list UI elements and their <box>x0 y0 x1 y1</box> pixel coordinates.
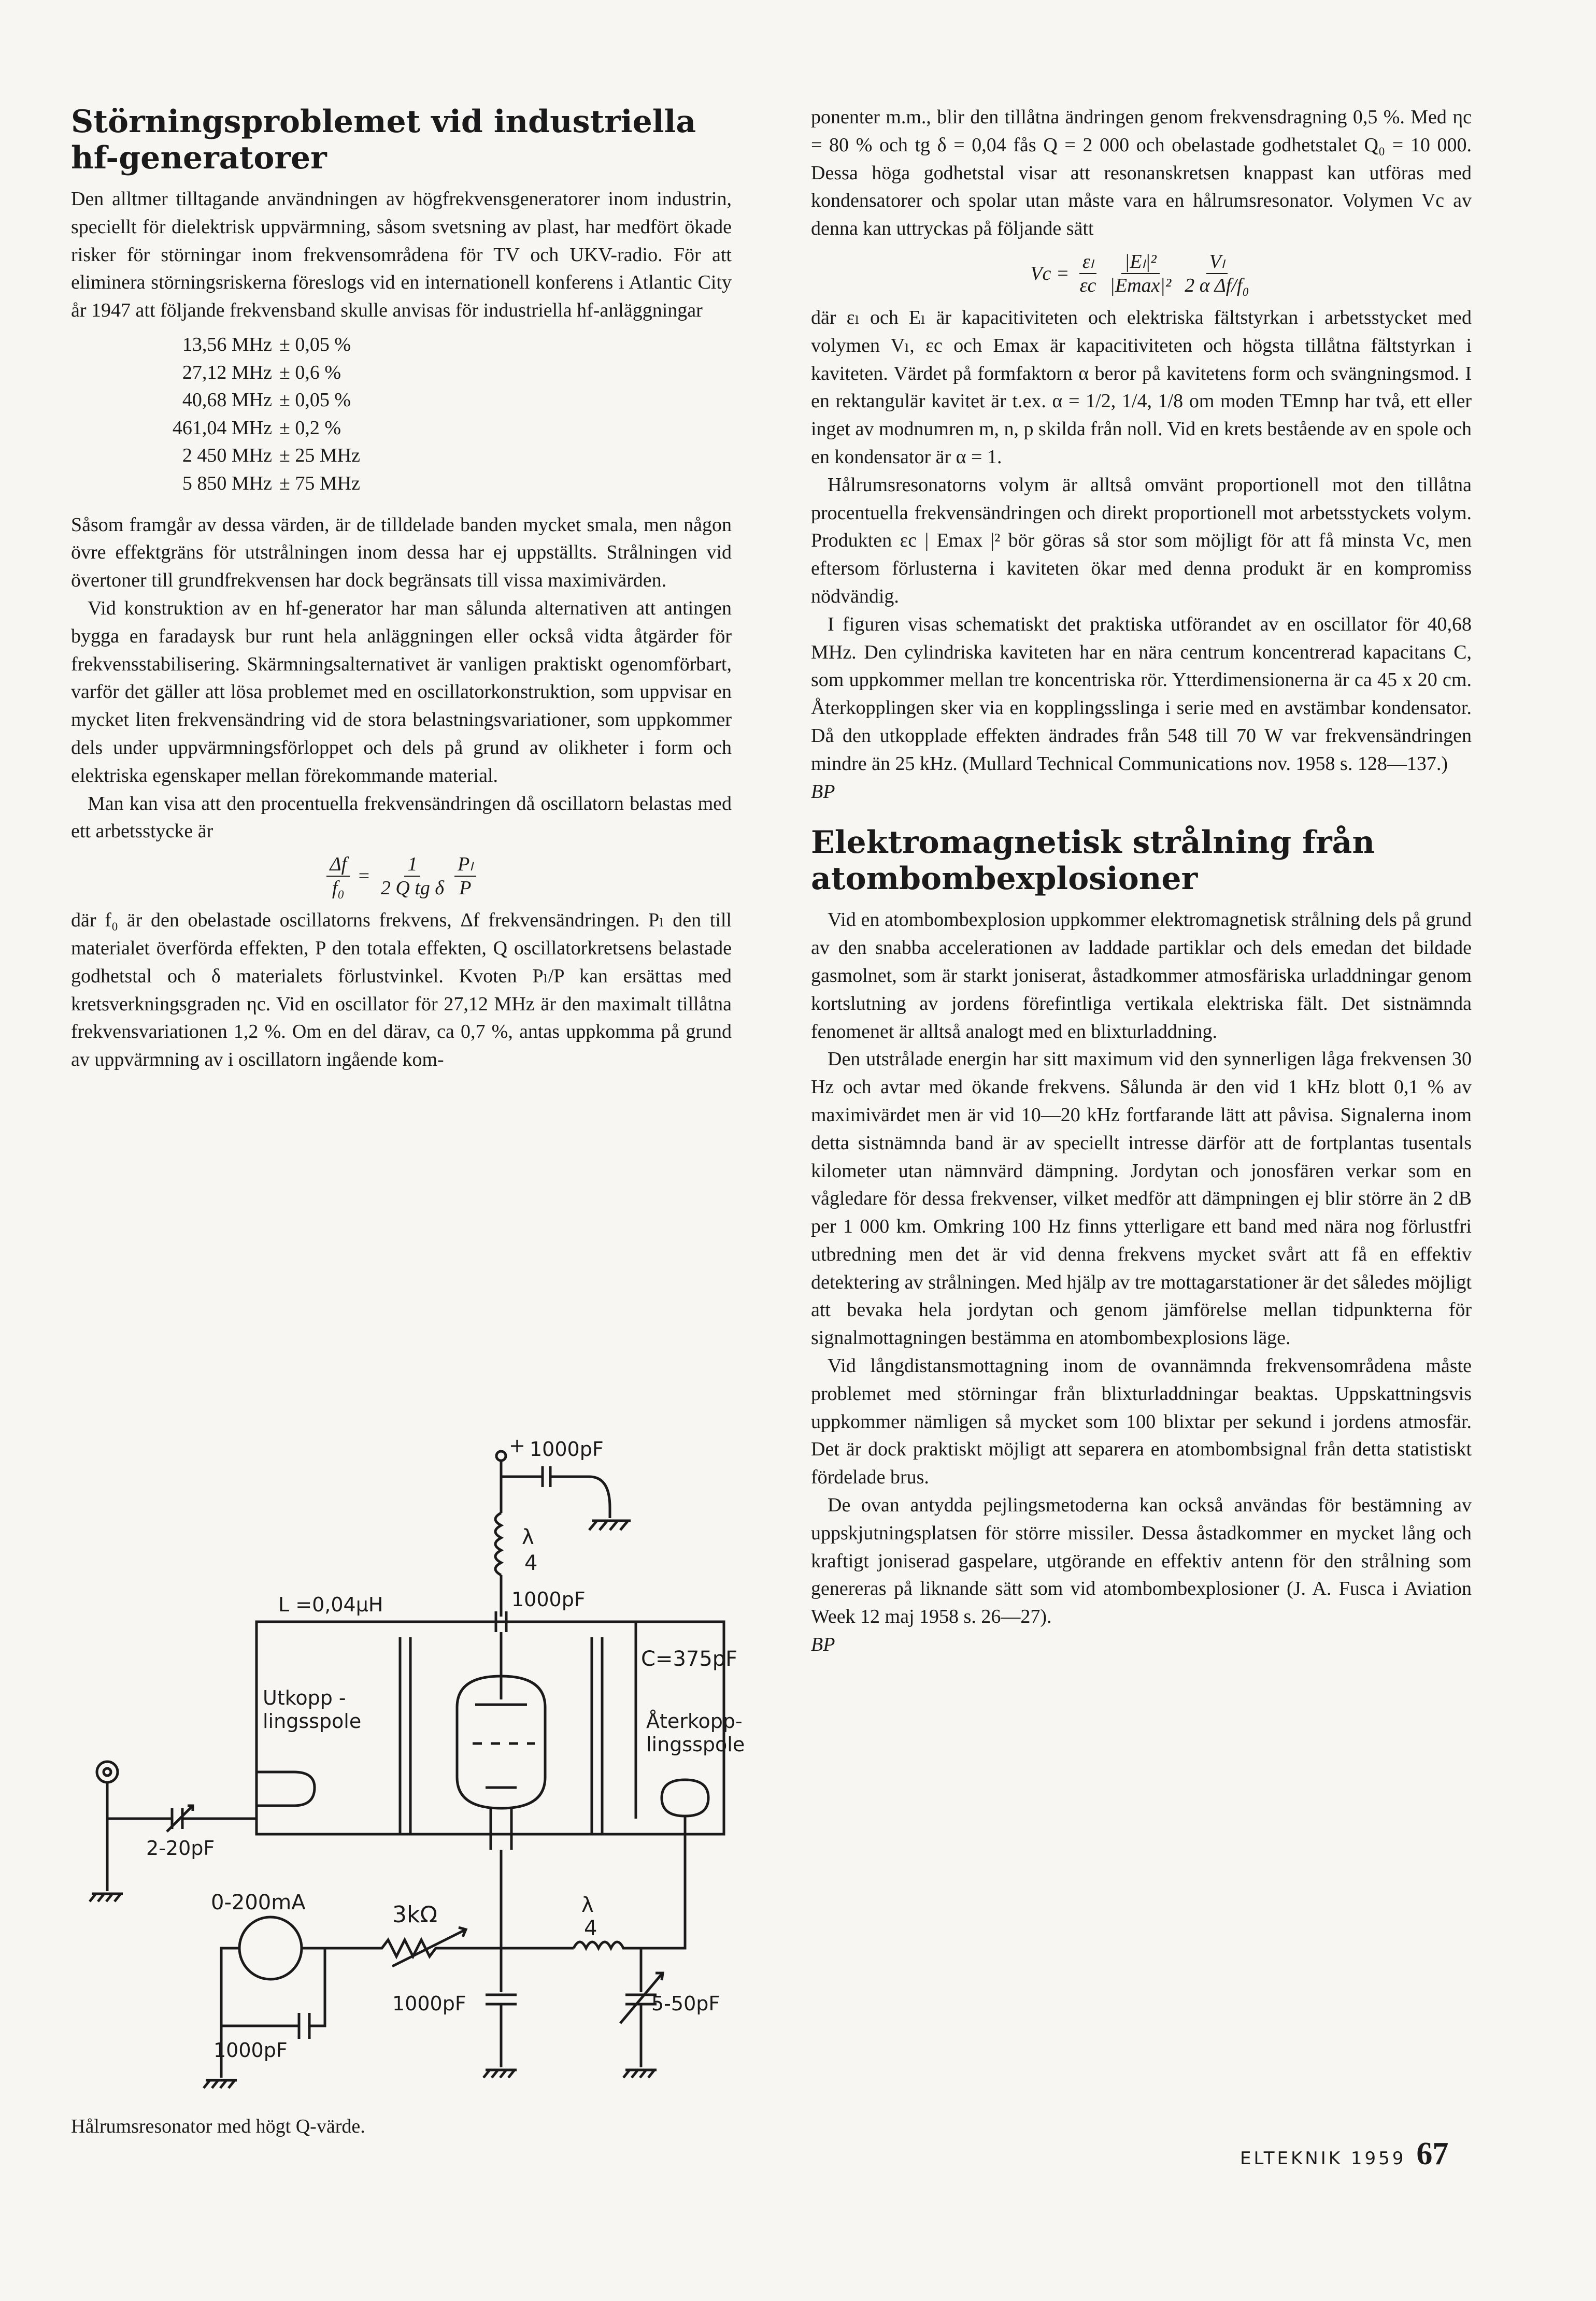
label-meter: 0-200mA <box>211 1891 306 1914</box>
label-lambda-2-denominator: 4 <box>584 1917 597 1940</box>
terminal-plus <box>496 1451 506 1461</box>
frequency-tolerance: ± 0,2 % <box>279 417 341 439</box>
paragraph: där f₀ är den obelastade oscillatorns frekvens, Δf frekvensändringen. Pₗ den till materialet överförda effekten, P den totala effekten, Q oscillatorkretsens belastade godhetstal och δ materialets förlustvinkel. Kvoten Pₗ/P kan ersättas med kretsverkningsgraden ηc. Vid en oscillator för 27,12 MHz är den maximalt tillåtna frekvensvariationen 1,2 %. Om en del därav, ca 0,7 %, antas uppkomma på grund av uppvärmning av i oscillatorn ingående kom- <box>71 909 732 1071</box>
output-connector-center <box>104 1768 111 1776</box>
formula-frequency-change <box>71 853 732 899</box>
choke-coil-symbol <box>495 1513 501 1575</box>
formula-denominator: |Emax|² <box>1109 274 1172 296</box>
frequency-tolerance: ± 0,05 % <box>279 389 351 411</box>
signature: BP <box>811 780 835 803</box>
capacitor-bypass-symbol <box>299 2013 309 2039</box>
label-lambda-denominator: 4 <box>524 1551 538 1575</box>
paragraph: ponenter m.m., blir den tillåtna ändringen genom frekvensdragning 0,5 %. Med ηc = 80 % och tg δ = 0,04 fås Q = 2 000 och obelastade godhetstalet Q₀ = 10 000. Dessa höga godhetstal visar att resonanskretsen knappast kan utföras med kondensatorer och spolar utan måste vara en hålrumsresonator. Volymen Vc av denna kan uttryckas på följande sätt <box>811 106 1472 240</box>
output-coupling-loop <box>258 1772 315 1806</box>
frequency-tolerance: ± 0,6 % <box>279 361 341 383</box>
label-ater-2: lingsspole <box>646 1733 745 1756</box>
frequency-tolerance: ± 0,05 % <box>279 333 351 355</box>
concentric-tubes <box>400 1622 636 1834</box>
frequency-row <box>71 359 732 387</box>
paragraph: I figuren visas schematiskt det praktiska utförandet av en oscillator för 40,68 MHz. Den cylindriska kaviteten har en nära centrum koncentrerad kapacitans C, som uppkommer mellan tre koncentriska rör. Ytterdimensionerna är ca 45 x 20 cm. Återkopplingen sker via en kopplingsslinga i serie med en avstämbar kondensator. Då den utkopplade effekten ändrades från 548 till 70 W var frekvensändringen mindre än 25 kHz. (Mullard Technical Communications nov. 1958 s. 128—137.) <box>811 613 1472 775</box>
ammeter-symbol <box>239 1917 302 1979</box>
article-title-line-1: Störningsproblemet vid industriella <box>71 104 696 140</box>
label-plus: + <box>509 1434 525 1457</box>
paragraph: Hålrumsresonatorns volym är alltså omvänt proportionell mot den tillåtna procentuella frekvensändringen och direkt proportionell mot arbetsstyckets volym. Produkten εc | Emax |² bör göras så stor som möjligt för att få minsta Vc, men eftersom förlusterna i kaviteten ökar med denna produkt är en kompromiss nödvändig. <box>811 474 1472 607</box>
formula-numerator: 1 <box>404 853 420 877</box>
capacitor-variable-symbol <box>107 1782 258 1832</box>
paragraph: De ovan antydda pejlingsmetoderna kan också användas för bestämning av uppskjutningsplatsen för större missiler. Dessa åstadkommer en mycket lång och kraftigt joniserad gaspelare, utgörande en effektiv antenn för den strålning som genereras på liknande sätt som vid atombombexplosioner (J. A. Fusca i Aviation Week 12 maj 1958 s. 26—27). <box>811 1494 1472 1628</box>
formula-numerator: Vₗ <box>1206 250 1228 274</box>
wire <box>501 1461 543 1477</box>
formula-cavity-volume <box>811 250 1472 297</box>
label-cap-mid: 1000pF <box>511 1588 586 1611</box>
label-inductance: L =0,04μH <box>278 1593 383 1616</box>
resistor-symbol <box>325 1940 501 1956</box>
signature: BP <box>811 1634 835 1656</box>
paragraph: Vid konstruktion av en hf-generator har man sålunda alternativen att antingen bygga en faradaysk bur runt hela anläggningen eller också vidta åtgärder för frekvensstabilisering. Skärmningsalternativet är vanligen praktiskt ogenomförbart, varför det gäller att lösa problemet med en oscillatorkonstruktion, som uppvisar en mycket liten frekvensändring vid de stora belastningsvariationer, som uppkommer dels under uppvärmningsförloppet och dels på grund av olikheter i form och elektriska egenskaper mellan förekommande material. <box>71 597 732 787</box>
frequency-row <box>71 331 732 359</box>
frequency-value: 13,56 MHz <box>182 333 272 355</box>
right-column <box>811 104 1472 1659</box>
label-cap-trimmer: 5-50pF <box>651 1992 720 2015</box>
label-ater-1: Återkopp- <box>646 1710 743 1733</box>
label-lambda-2: λ <box>581 1893 594 1917</box>
article-title-line-2: atombombexplosioner <box>811 861 1198 897</box>
article-title-line-1: Elektromagnetisk strålning från <box>811 824 1375 861</box>
label-cap-variable: 2-20pF <box>146 1837 215 1860</box>
formula-denominator: P <box>459 877 472 899</box>
frequency-list <box>71 331 732 498</box>
paragraph: Såsom framgår av dessa värden, är de tilldelade banden mycket smala, men någon övre effektgräns för utstrålningen inom dessa har ej uppställts. Strålningen vid övertoner till grundfrekvensen har dock begränsats till vissa maximivärden. <box>71 513 732 592</box>
label-lambda: λ <box>522 1525 534 1549</box>
formula-denominator: 2 α Δf/f₀ <box>1185 274 1249 296</box>
formula-denominator: εc <box>1079 274 1096 296</box>
paragraph: Den alltmer tilltagande användningen av högfrekvensgeneratorer inom industrin, speciellt för dielektrisk uppvärmning, såsom svetsning av plast, har medfört ökade risker för störningar inom frekvensområdena för TV och UKV-radio. För att eliminera störningsriskerna föreslogs vid en internationell konferens i Atlantic City år 1947 att följande frekvensband skulle anvisas för industriella hf-anläggningar <box>71 188 732 322</box>
figure-caption: Hålrumsresonator med högt Q-värde. <box>71 2116 365 2137</box>
magazine-name: ELTEKNIK 1959 <box>1240 2148 1406 2169</box>
formula-numerator: Pₗ <box>454 853 476 877</box>
output-connector <box>97 1762 118 1782</box>
label-utkopp-2: lingsspole <box>263 1710 362 1733</box>
paragraph: där εₗ och Eₗ är kapacitiviteten och elektriska fältstyrkan i arbetsstycket med volymen Vₗ, εc och Emax är kapacitiviteten och högsta tillåtna fältstyrkan i kaviteten. Värdet på formfaktorn α beror på kavitetens form och svängningsmod. I en rektangulär kavitet är t.ex. α = 1/2, 1/4, 1/8 om moden TEmnp har två, ett eller inget av modnumren m, n, p skilda från noll. Vid en krets bestående av en spole och en kondensator är α = 1. <box>811 306 1472 468</box>
formula-denominator: 2 Q tg δ <box>380 877 445 899</box>
frequency-value: 5 850 MHz <box>182 472 272 494</box>
article-title <box>811 824 1472 897</box>
formula-denominator: f₀ <box>332 877 345 899</box>
label-cap-bottom: 1000pF <box>392 1992 466 2015</box>
wire <box>550 1477 610 1518</box>
paragraph: Vid en atombombexplosion uppkommer elektromagnetisk strålning dels på grund av den snabba accelerationen av laddade partiklar och dels emedan det bildade gasmolnet, som är starkt joniserat, åstadkommer atmosfäriska urladdningar genom kortslutning av jordens förefintliga vertikala elektriska fält. Det sistnämnda fenomenet är alltså analogt med en blixturladdning. <box>811 909 1472 1042</box>
label-cap-top: 1000pF <box>530 1438 604 1461</box>
formula-numerator: |Eₗ|² <box>1121 250 1160 274</box>
paragraph: Man kan visa att den procentuella frekvensändringen då oscillatorn belastas med ett arbetsstycke är <box>71 792 732 842</box>
frequency-row <box>71 470 732 498</box>
ground-symbol-top <box>589 1521 631 1530</box>
frequency-row <box>71 415 732 442</box>
formula-numerator: εₗ <box>1079 250 1096 274</box>
page-footer <box>1240 2136 1448 2173</box>
capacitor-top-symbol <box>543 1466 550 1487</box>
paragraph: Den utstrålade energin har sitt maximum vid den synnerligen låga frekvensen 30 Hz och avtar med ökande frekvens. Sålunda är den vid 1 kHz blott 0,1 % av maximivärdet men är vid 10—20 kHz fortfarande lätt att påvisa. Signalerna inom detta sistnämnda band är av speciellt intresse därför att de fortplantas tusentals kilometer utan nämnvärd dämpning. Jordytan och jonosfären verkar som en vågledare för dessa frekvenser, vilket medför att dämpningen ej blir större än 2 dB per 1 000 km. Omkring 100 Hz finns ytterligare ett band med nära nog förlustfri utbredning men det är vid denna frekvens mycket svårt att få en effektiv detektering av strålningen. Med hjälp av tre mottagarstationer är det således möjligt att bevaka hela jordytan och genom jämförelse mellan tidpunkterna för signalmottagningen bestämma en atombombexplosions läge. <box>811 1048 1472 1349</box>
ground-symbol-bottom-right <box>623 2070 657 2078</box>
frequency-row <box>71 442 732 470</box>
feedback-coupling-loop <box>662 1780 708 1816</box>
frequency-value: 2 450 MHz <box>182 445 272 467</box>
circuit-diagram <box>71 1414 760 2104</box>
capacitor-bottom-symbol <box>486 1948 517 2067</box>
label-resistor: 3kΩ <box>392 1902 438 1928</box>
tube-pins <box>491 1808 511 1850</box>
paragraph: Vid långdistansmottagning inom de ovannämnda frekvensområdena måste problemet med störningar från blixturladdningar beaktas. Uppskattningsvis uppkommer nämligen så mycket som 100 blixtar per sekund i jordens atmosfär. Det är dock praktiskt möjligt att separera en atombombsignal från detta statistiskt fördelade brus. <box>811 1355 1472 1489</box>
wire <box>501 1850 574 1948</box>
formula-numerator: Δf <box>326 853 350 877</box>
frequency-tolerance: ± 75 MHz <box>279 472 360 494</box>
frequency-value: 40,68 MHz <box>182 389 272 411</box>
frequency-row <box>71 387 732 415</box>
frequency-value: 461,04 MHz <box>172 417 272 439</box>
frequency-tolerance: ± 25 MHz <box>279 445 360 467</box>
ground-symbol-left <box>90 1819 123 1902</box>
label-utkopp-1: Utkopp - <box>263 1687 346 1709</box>
label-cap-c: C=375pF <box>641 1647 738 1671</box>
label-cap-left-bottom: 1000pF <box>213 2039 288 2062</box>
article-title-line-2: hf-generatorer <box>71 140 327 176</box>
page-number: 67 <box>1416 2136 1449 2171</box>
frequency-value: 27,12 MHz <box>182 361 272 383</box>
formula-lhs: Vc = <box>1030 262 1070 284</box>
formula-equals: = <box>357 865 370 888</box>
article-title <box>71 104 732 176</box>
ground-symbol-bottom-mid <box>483 2070 517 2078</box>
left-column <box>71 104 732 1074</box>
